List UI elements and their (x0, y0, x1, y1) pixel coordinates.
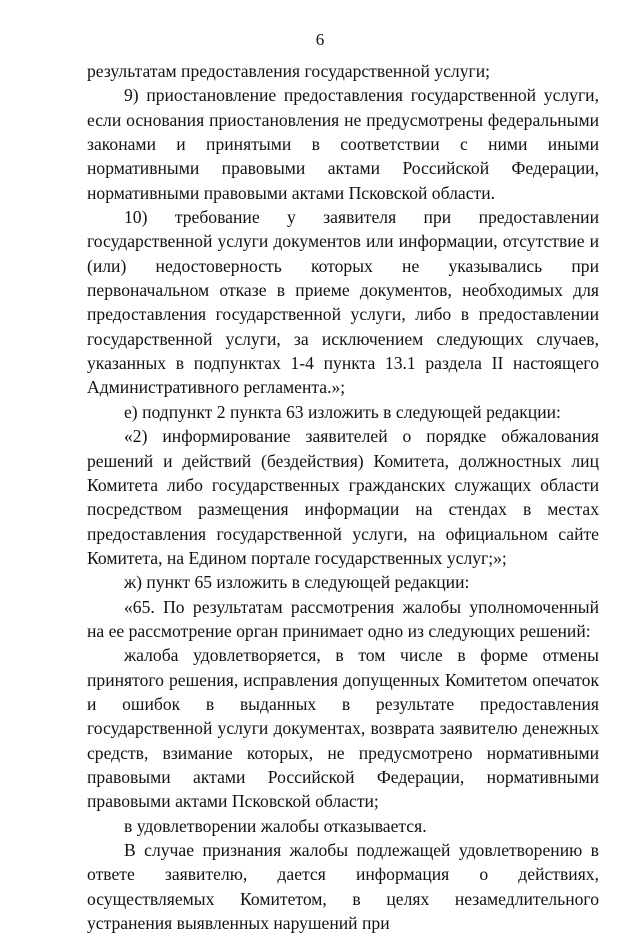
paragraph-quote-item-65: «65. По результатам рассмотрения жалобы уполномоченный на ее рассмотрение орган принимает одно из следующих решений: (87, 596, 599, 641)
document-body (87, 59, 599, 935)
paragraph-response-info: В случае признания жалобы подлежащей удовлетворению в ответе заявителю, дается информация о действиях, осуществляемых Комитетом, в целях незамедлительного устранения выявленных нарушений при (87, 840, 599, 934)
paragraph-item-10: 10) требование у заявителя при предоставлении государственной услуги документов или информации, отсутствие и (или) недостоверность которых не указывались при первоначальном отказе в приеме документов, необходимых для предоставления государственной услуги, либо в предоставлении государственной услуги, за исключением следующих случаев, указанных в подпунктах 1-4 пункта 13.1 раздела II настоящего Административного регламента.»; (87, 207, 599, 398)
paragraph-subitem-zh: ж) пункт 65 изложить в следующей редакции: (124, 572, 470, 593)
paragraph-subitem-e: е) подпункт 2 пункта 63 изложить в следующей редакции: (124, 401, 561, 422)
page-number: 6 (315, 30, 325, 49)
paragraph-item-9: 9) приостановление предоставления государственной услуги, если основания приостановления не предусмотрены федеральными законами и принятыми в соответствии с ними иными нормативными правовыми актами Российской Федерации, нормативными правовыми актами Псковской области. (87, 85, 599, 203)
paragraph-complaint-satisfied: жалоба удовлетворяется, в том числе в форме отмены принятого решения, исправления допущенных Комитетом опечаток и ошибок в выданных в результате предоставления государственной услуги документах, возврата заявителю денежных средств, взимание которых, не предусмотрено нормативными правовыми актами Российской Федерации, нормативными правовыми актами Псковской области; (87, 645, 599, 812)
paragraph-complaint-refused: в удовлетворении жалобы отказывается. (124, 815, 427, 836)
paragraph-quote-item-2: «2) информирование заявителей о порядке обжалования решений и действий (бездействия) Комитета, должностных лиц Комитета либо государственных гражданских служащих области посредством размещения информации на стендах в местах предоставления государственной услуги, на официальном сайте Комитета, на Едином портале государственных услуг;»; (87, 426, 599, 568)
paragraph-continuation: результатам предоставления государственной услуги; (87, 61, 491, 81)
